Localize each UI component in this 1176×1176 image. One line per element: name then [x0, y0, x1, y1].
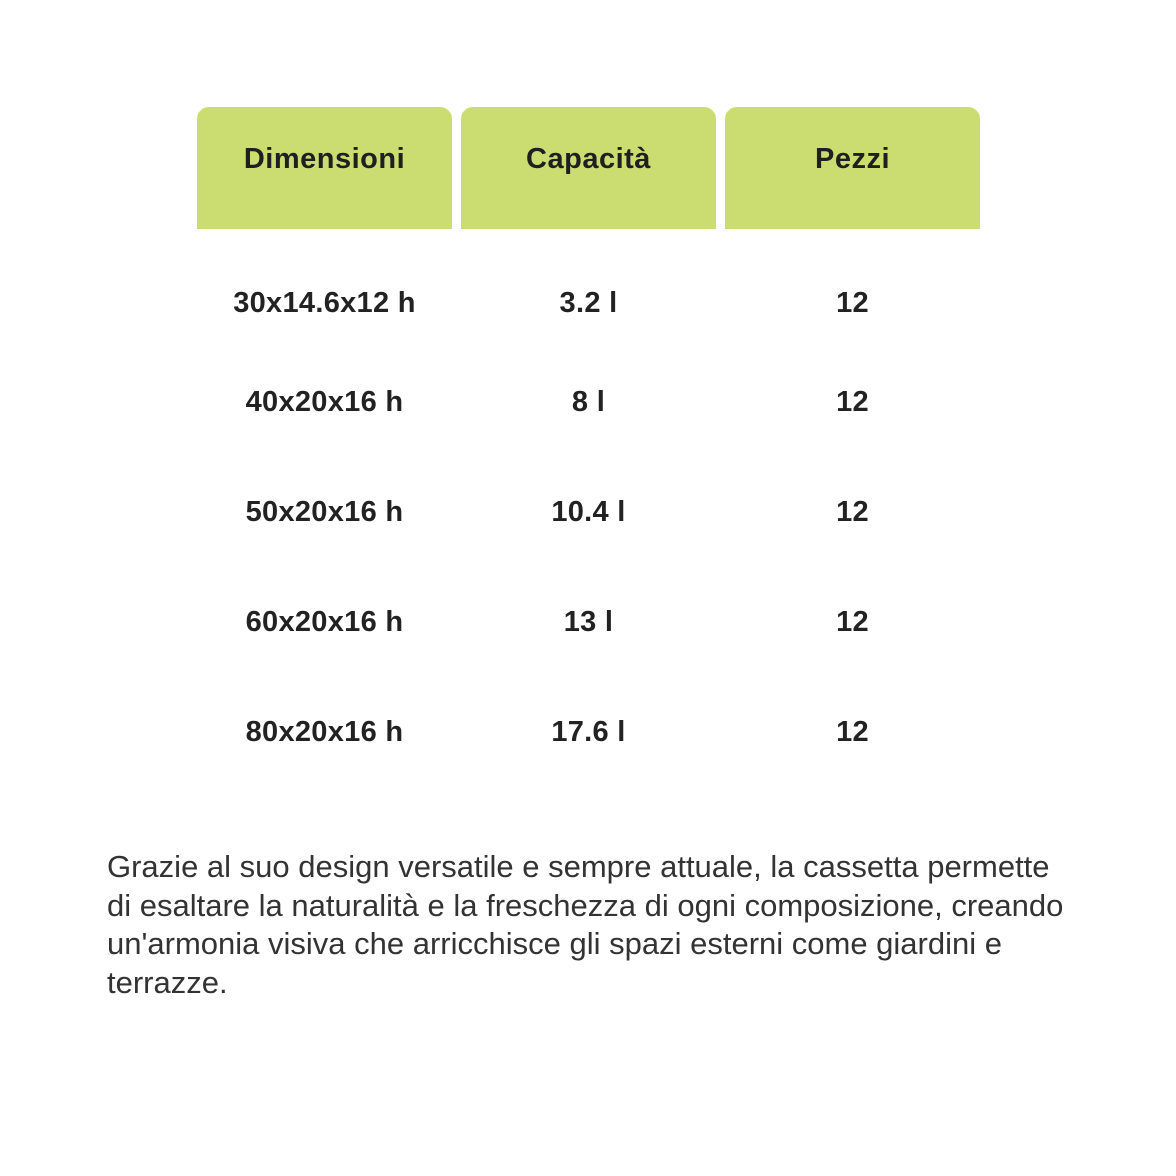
cell-dimensioni: 40x20x16 h [245, 386, 404, 418]
cell-capacita: 8 l [571, 386, 606, 418]
product-description: Grazie al suo design versatile e sempre attuale, la cassetta permette di esaltare la naturalità e la freschezza di ogni composizione, creando un'armonia visiva che arricchisce gli spazi esterni come giardini e terrazze. [107, 849, 1064, 1000]
cell-pezzi: 12 [836, 496, 869, 528]
table-row [197, 492, 980, 532]
cell-pezzi: 12 [836, 606, 869, 638]
header-dimensioni: Dimensioni [197, 107, 452, 229]
table-row [197, 283, 980, 323]
cell-dimensioni: 50x20x16 h [245, 496, 404, 528]
header-pezzi: Pezzi [725, 107, 980, 229]
header-capacita: Capacità [461, 107, 716, 229]
cell-pezzi: 12 [836, 716, 869, 748]
cell-dimensioni: 60x20x16 h [245, 606, 404, 638]
cell-capacita: 3.2 l [559, 287, 618, 319]
table-header-row [197, 107, 980, 229]
table-row [197, 712, 980, 752]
cell-capacita: 17.6 l [551, 716, 626, 748]
cell-pezzi: 12 [836, 386, 869, 418]
table-row [197, 602, 980, 642]
table-row [197, 382, 980, 422]
cell-pezzi: 12 [836, 287, 869, 319]
cell-dimensioni: 30x14.6x12 h [233, 287, 416, 319]
cell-capacita: 10.4 l [551, 496, 626, 528]
cell-dimensioni: 80x20x16 h [245, 716, 404, 748]
spec-table [197, 107, 980, 748]
cell-capacita: 13 l [563, 606, 614, 638]
